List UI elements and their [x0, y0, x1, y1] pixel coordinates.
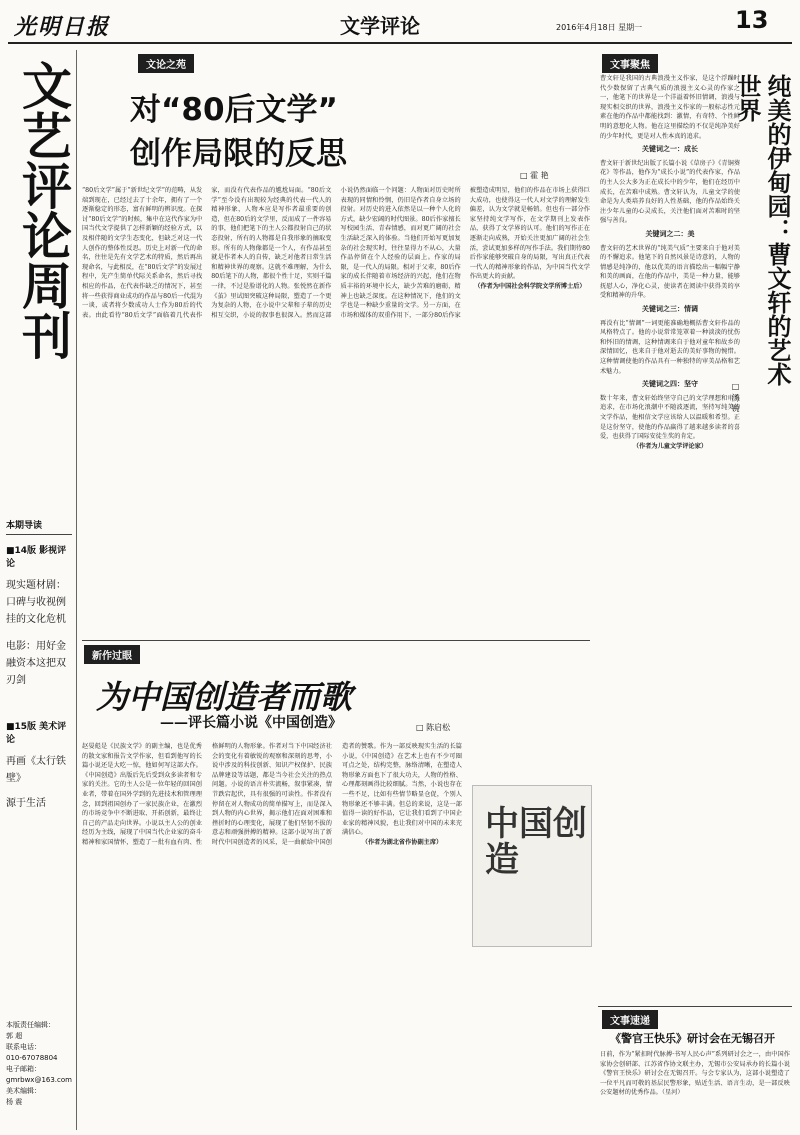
guide-item1-title2[interactable]: 电影：用好金融资本这把双刃剑 — [6, 641, 66, 686]
article-divider — [82, 640, 590, 641]
article4-title: 《警官王快乐》研讨会在无锡召开 — [610, 1032, 775, 1045]
section-title: 文学评论 — [340, 14, 420, 38]
article3-para1: 曹文轩于新世纪出版了长篇小说《草房子》《青铜葵花》等作品，他作为“成长小说”的代表作家，作品的主人公大多为正在成长中的少年，他们在经历中成长，在苦难中成熟。曹文轩认为，儿童文学的使命是为人类培养良好的人性基础，他的作品始终关注少年儿童的心灵成长，关注他们面对苦难时的坚强与善良。 — [600, 159, 740, 225]
article4-body: 日前，作为“紧扣时代脉搏·书写人民心声”系列研讨会之一，由中国作家协会创研部、江苏省作协文联主办，无锡市公安局承办的长篇小说《警官王快乐》研讨会在无锡召开。与会专家认为，这部小说塑造了一位平凡而可敬的基层民警形象，贴近生活、语言生动，是一部反映公安题材的优秀作品。（星河） — [600, 1051, 790, 1097]
article3-source: （作者为儿童文学评论家） — [632, 442, 708, 450]
guide-item1-head: ■14版 影视评论 — [6, 546, 67, 569]
article4-section-label: 文事速递 — [602, 1010, 658, 1029]
guide-item2-title1[interactable]: 再画《太行铁壁》 — [6, 756, 66, 784]
article1-source: （作者为中国社会科学院文学所博士后） — [474, 282, 586, 290]
column-divider — [76, 50, 77, 1130]
article3-intro: 曹文轩是我国的古典浪漫主义作家，是这个浮躁时代少数保留了古典气质的浪漫主义心灵的作家之一，他笔下的世界是一个洋溢着怀旧情调，浪漫与现实相交织的世界，浪漫主义作家的一般标志性元素在他的作品中都能找到：激情，有奇特、个性鲜明的意想化人物。他在这里描绘的不仅是纯净美好的少年时代，更是对人性本真的追求。 — [600, 75, 740, 140]
article1-title-line1: 对“80后文学” — [130, 92, 338, 128]
article1-section-label: 文论之苑 — [138, 54, 194, 73]
guide-box — [6, 518, 72, 812]
article3-keyword1: 关键词之一：成长 — [642, 145, 698, 154]
article3-keyword3: 关键词之三：情调 — [642, 305, 698, 314]
article3-section-label: 文事聚焦 — [602, 54, 658, 73]
article1-title — [130, 88, 347, 176]
article3-para2: 曹文轩的艺术世界的“纯美气质”主要来自于他对美的不懈追求。他笔下的自然风景是诗意的，人物的情感是纯净的，他以优美的语言描绘出一幅幅宁静和美的画面，在他的作品中，美是一种力量，能够抚慰人心，净化心灵，使读者在阅读中获得美的享受和精神的升华。 — [600, 244, 740, 300]
article2-text: 赵晏彪是《民族文学》的副主编，也是优秀的散文家和报告文学作家，但看到他写的长篇小说还是大吃一惊，他如何写这部大作。《中国创造》出版后先后受到众多读者和专家的关注。它的主人公是一位年轻的回国创业者，带着在国外学到的先进技术和管理理念，回到祖国创办了一家民族企业，在激烈的市场竞争中不断进取、开拓创新，最终让自己的产品走向世界。小说以主人公的创业经历为主线，展现了中国当代企业家的奋斗精神和家国情怀，塑造了一批有血有肉、性格鲜明的人物形象。作者对当下中国经济社会的变化有着敏锐的观察和深刻的思考，小说中涉及的科技创新、知识产权保护、民族品牌建设等话题，都是当今社会关注的热点问题。小说的语言朴实流畅，叙事紧凑，情节跌宕起伏，具有很强的可读性。作者没有停留在对人物成功的简单描写上，而是深入到人物的内心世界，揭示他们在面对困难和挫折时的心理变化，展现了他们坚韧不拔的意志和顽强拼搏的精神。这部小说写出了新时代中国创造者的风采，是一曲献给中国创造者的赞歌。作为一部反映现实生活的长篇小说，《中国创造》在艺术上也有不少可圈可点之处，结构完整，脉络清晰，在塑造人物形象方面也下了很大功夫，人物的性格、心理都刻画得比较细腻。当然，小说也存在一些不足，比如有些情节略显仓促，个别人物形象还不够丰满。但总的来说，这是一部值得一读的好作品，它让我们看到了中国企业家的精神风貌，也让我们对中国的未来充满信心。 — [82, 743, 462, 846]
page-number: 13 — [735, 6, 769, 34]
article3-title: 纯美的伊甸园：曹文轩的艺术世界 — [733, 74, 792, 386]
article1-author: □ 霍 艳 — [520, 171, 549, 180]
article3-body — [600, 74, 740, 1084]
guide-item1-title1[interactable]: 现实题材剧：口碑与收视例挂的文化危机 — [6, 580, 66, 625]
guide-rule — [6, 534, 72, 535]
article2-author: □ 陈启松 — [416, 723, 451, 732]
article2-section-label: 新作过眼 — [84, 645, 140, 664]
article3-para4: 数十年来，曹文轩始终坚守自己的文学理想和审美追求，在市场化浪潮中不随波逐流，坚持写纯美的文学作品，他相信文学应该给人以温暖和希望。正是这份坚守，使他的作品赢得了越来越多读者的喜爱，也获得了国际安徒生奖的肯定。 — [600, 394, 740, 441]
article1-text: “80后文学”属于“新世纪文学”的范畴，从发端到现在，已经过去了十余年，拥有了一个逐渐稳定的形态，富有鲜明的辨识度。在探讨“80后文学”的时候，集中在这代作家为中国当代文学提供了怎样新颖的经验方式，以及相伴随的文学生态变化，但缺乏对这一代人创作的整体性反思。历史上对新一代的命名，往往是先有文学艺术的特质，然后再出现命名，与此相反，在“80后文学”的发展过程中，先产生简单代际关系命名，然后寻找相应的作品，在代表作缺乏的情况下，甚至将一些获得商业成功的作品与80后一代混为一谈，或者将少数成功人士作为80后的代表。由此看待“80后文学”面临着几代表作家，而没有代表作品的尴尬局面。“80后文学”至今没有出现较为经典的代表一代人的精神形象，人物本应是写作者最重要的创造，但在80后的文学里，反而成了一件容易的事，他们把笔下的主人公都投射自己的状态投射，所有的人物都是自我形象的摘取变形。所有的人物像都是一个人，有作品甚至就是作者本人的自传，缺乏对他者日常生活和精神世界的观察。这就不难理解，为什么80后笔下的人物，都很个性十足，实则千篇一律，不过是脸谱化的人物。张悦然在新作《茧》里试图突破这种局限，塑造了一个更为复杂的人物，在小说中父辈和子辈的历史相互交织，小说的叙事也很深入。然而这部小说仍然面临一个问题：人物面对历史时所表现的同情和怜悯，仍旧是作者自身立场的投射。对历史的进入依然是以一种个人化的方式，缺少宏阔的时代图景。80后作家擅长写校园生活、青春情感，而对更广阔的社会生活缺乏深入的体验。当他们开始写更加复杂的社会现实时，往往显得力不从心，大量作品停留在个人经验的层面上。作家的局限，是一代人的局限。相对于父辈，80后作家的成长伴随着市场经济的兴起，他们在物质丰裕的环境中长大，缺少苦难的磨砺，精神上也缺乏深度。在这种情况下，他们的文学也是一种缺少重量的文学。另一方面，在市场和媒体的双重作用下，一部分80后作家被塑造成明星，他们的作品在市场上获得巨大成功，也使得这一代人对文学的理解发生偏差，认为文学就是畅销。但也有一部分作家坚持纯文学写作，在文学期刊上发表作品，获得了文学界的认可。他们的写作正在逐渐走向成熟，开始关注更加广阔的社会生活，尝试更加多样的写作手法。我们期待80后作家能够突破自身的局限，写出真正代表一代人的精神形象的作品，为中国当代文学作出更大的贡献。 — [82, 187, 590, 319]
newspaper-logo: 光明日报 — [14, 14, 111, 40]
book-cover-title: 中国创造 — [485, 804, 587, 880]
article2-title: 为中国创造者而歌 — [96, 678, 353, 716]
article3-para3: 再没有比“情调”一词更能准确地概括曹文轩作品的风格特点了。他的小说常常笼罩着一种淡淡的忧伤和怀旧的情调，这种情调来自于他对童年和故乡的深情回忆，也来自于他对逝去的美好事物的惋惜。这种情调使他的作品具有一种独特的审美品格和艺术魅力。 — [600, 319, 740, 375]
article3-divider — [598, 1006, 792, 1007]
article2-body-continued — [472, 952, 590, 1130]
issue-date: 2016年4月18日 星期一 — [556, 23, 643, 32]
article1-title-line2: 创作局限的反思 — [130, 136, 347, 172]
article2-source: （作者为湖北省作协副主席） — [361, 838, 443, 846]
article3-author: □ 汤 锐 — [731, 382, 740, 413]
guide-item2-head: ■15版 美术评论 — [6, 722, 67, 745]
editor-credits: 本版责任编辑： 郭 超 联系电话： 010-67078804 电子邮箱： gmrbwx@163.com 美术编辑： 杨 震 — [6, 1021, 72, 1106]
column-title: 文艺评论周刊 — [14, 60, 73, 360]
article3-keyword4: 关键词之四：坚守 — [642, 380, 698, 389]
book-cover-image — [472, 785, 592, 947]
masthead-rule — [8, 42, 792, 44]
article2-body — [82, 742, 462, 1130]
article1-body — [82, 186, 590, 632]
guide-item2-title2[interactable]: 源于生活 — [6, 798, 46, 809]
article3-keyword2: 关键词之二：美 — [645, 229, 695, 238]
guide-label: 本期导读 — [6, 521, 43, 531]
article2-subtitle: ——评长篇小说《中国创造》 — [160, 715, 342, 731]
